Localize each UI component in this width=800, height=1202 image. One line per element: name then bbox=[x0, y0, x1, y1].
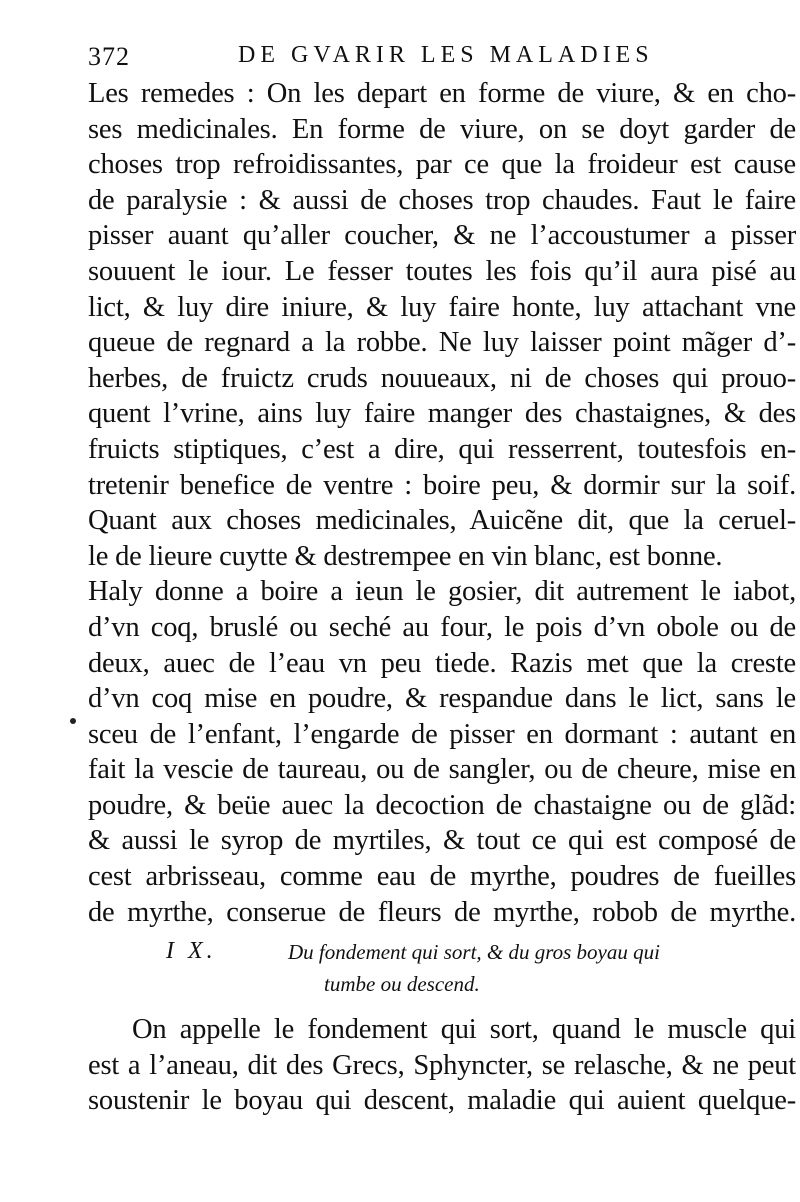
text-line: Quant aux choses medicinales, Auicẽne dit, que la ceruel- bbox=[88, 505, 796, 537]
text-line: lict, & luy dire iniure, & luy faire honte, luy attachant vne bbox=[88, 291, 796, 323]
page-header bbox=[88, 40, 728, 78]
text-line: cest arbrisseau, comme eau de myrthe, poudres de fueilles bbox=[88, 861, 796, 893]
text-line: herbes, de fruictz cruds nouueaux, ni de choses qui prouo- bbox=[88, 362, 796, 394]
text-line: souuent le iour. Le fesser toutes les fois qu’il aura pisé au bbox=[88, 255, 796, 287]
text-line: d’vn coq, bruslé ou seché au four, le pois d’vn obole ou de bbox=[88, 611, 796, 643]
text-line: est a l’aneau, dit des Grecs, Sphyncter, se relasche, & ne peut bbox=[88, 1049, 796, 1081]
text-line: Haly donne a boire a ieun le gosier, dit autrement le iabot, bbox=[88, 576, 796, 608]
text-line: queue de regnard a la robbe. Ne luy laisser point mãger d’- bbox=[88, 327, 796, 359]
text-line: poudre, & beüe auec la decoction de chastaigne ou de glãd: bbox=[88, 789, 796, 821]
text-line: sceu de l’enfant, l’engarde de pisser en dormant : autant en bbox=[88, 718, 796, 750]
text-line: deux, auec de l’eau vn peu tiede. Razis met que la creste bbox=[88, 647, 796, 679]
text-line: Les remedes : On les depart en forme de viure, & en cho- bbox=[88, 78, 796, 109]
text-line: ses medicinales. En forme de viure, on se doyt garder de bbox=[88, 113, 796, 145]
running-head: DE GVARIR LES MALADIES bbox=[238, 42, 654, 68]
text-line: d’vn coq mise en poudre, & respandue dans le lict, sans le bbox=[88, 683, 796, 715]
text-line: de paralysie : & aussi de choses trop chaudes. Faut le faire bbox=[88, 184, 796, 216]
text-line: de myrthe, conserue de fleurs de myrthe, robob de myrthe. bbox=[88, 896, 796, 928]
text-line: choses trop refroidissantes, par ce que la froideur est cause bbox=[88, 149, 796, 181]
text-line: fruicts stiptiques, c’est a dire, qui resserrent, toutesfois en- bbox=[88, 433, 796, 465]
text-line: tretenir benefice de ventre : boire peu, & dormir sur la soif. bbox=[88, 469, 796, 501]
main-text bbox=[88, 76, 796, 930]
margin-mark bbox=[70, 718, 76, 724]
text-line: & aussi le syrop de myrtiles, & tout ce qui est composé de bbox=[88, 825, 796, 857]
text-line: soustenir le boyau qui descent, maladie qui auient quelque- bbox=[88, 1085, 796, 1117]
page-number: 372 bbox=[88, 42, 130, 71]
text-line: On appelle le fondement qui sort, quand le muscle qui bbox=[132, 1014, 796, 1045]
section-title-line2: tumbe ou descend. bbox=[324, 972, 480, 996]
section-title-line1: Du fondement qui sort, & du gros boyau qui bbox=[288, 940, 660, 964]
section-number: I X. bbox=[166, 938, 217, 964]
text-line: pisser auant qu’aller coucher, & ne l’accoustumer a pisser bbox=[88, 220, 796, 252]
text-line: le de lieure cuytte & destrempee en vin blanc, est bonne. bbox=[88, 540, 723, 572]
text-line: quent l’vrine, ains luy faire manger des chastaignes, & des bbox=[88, 398, 796, 430]
text-line: fait la vescie de taureau, ou de sangler, ou de cheure, mise en bbox=[88, 754, 796, 786]
section-text bbox=[88, 1012, 796, 1119]
section-heading bbox=[88, 938, 796, 1008]
